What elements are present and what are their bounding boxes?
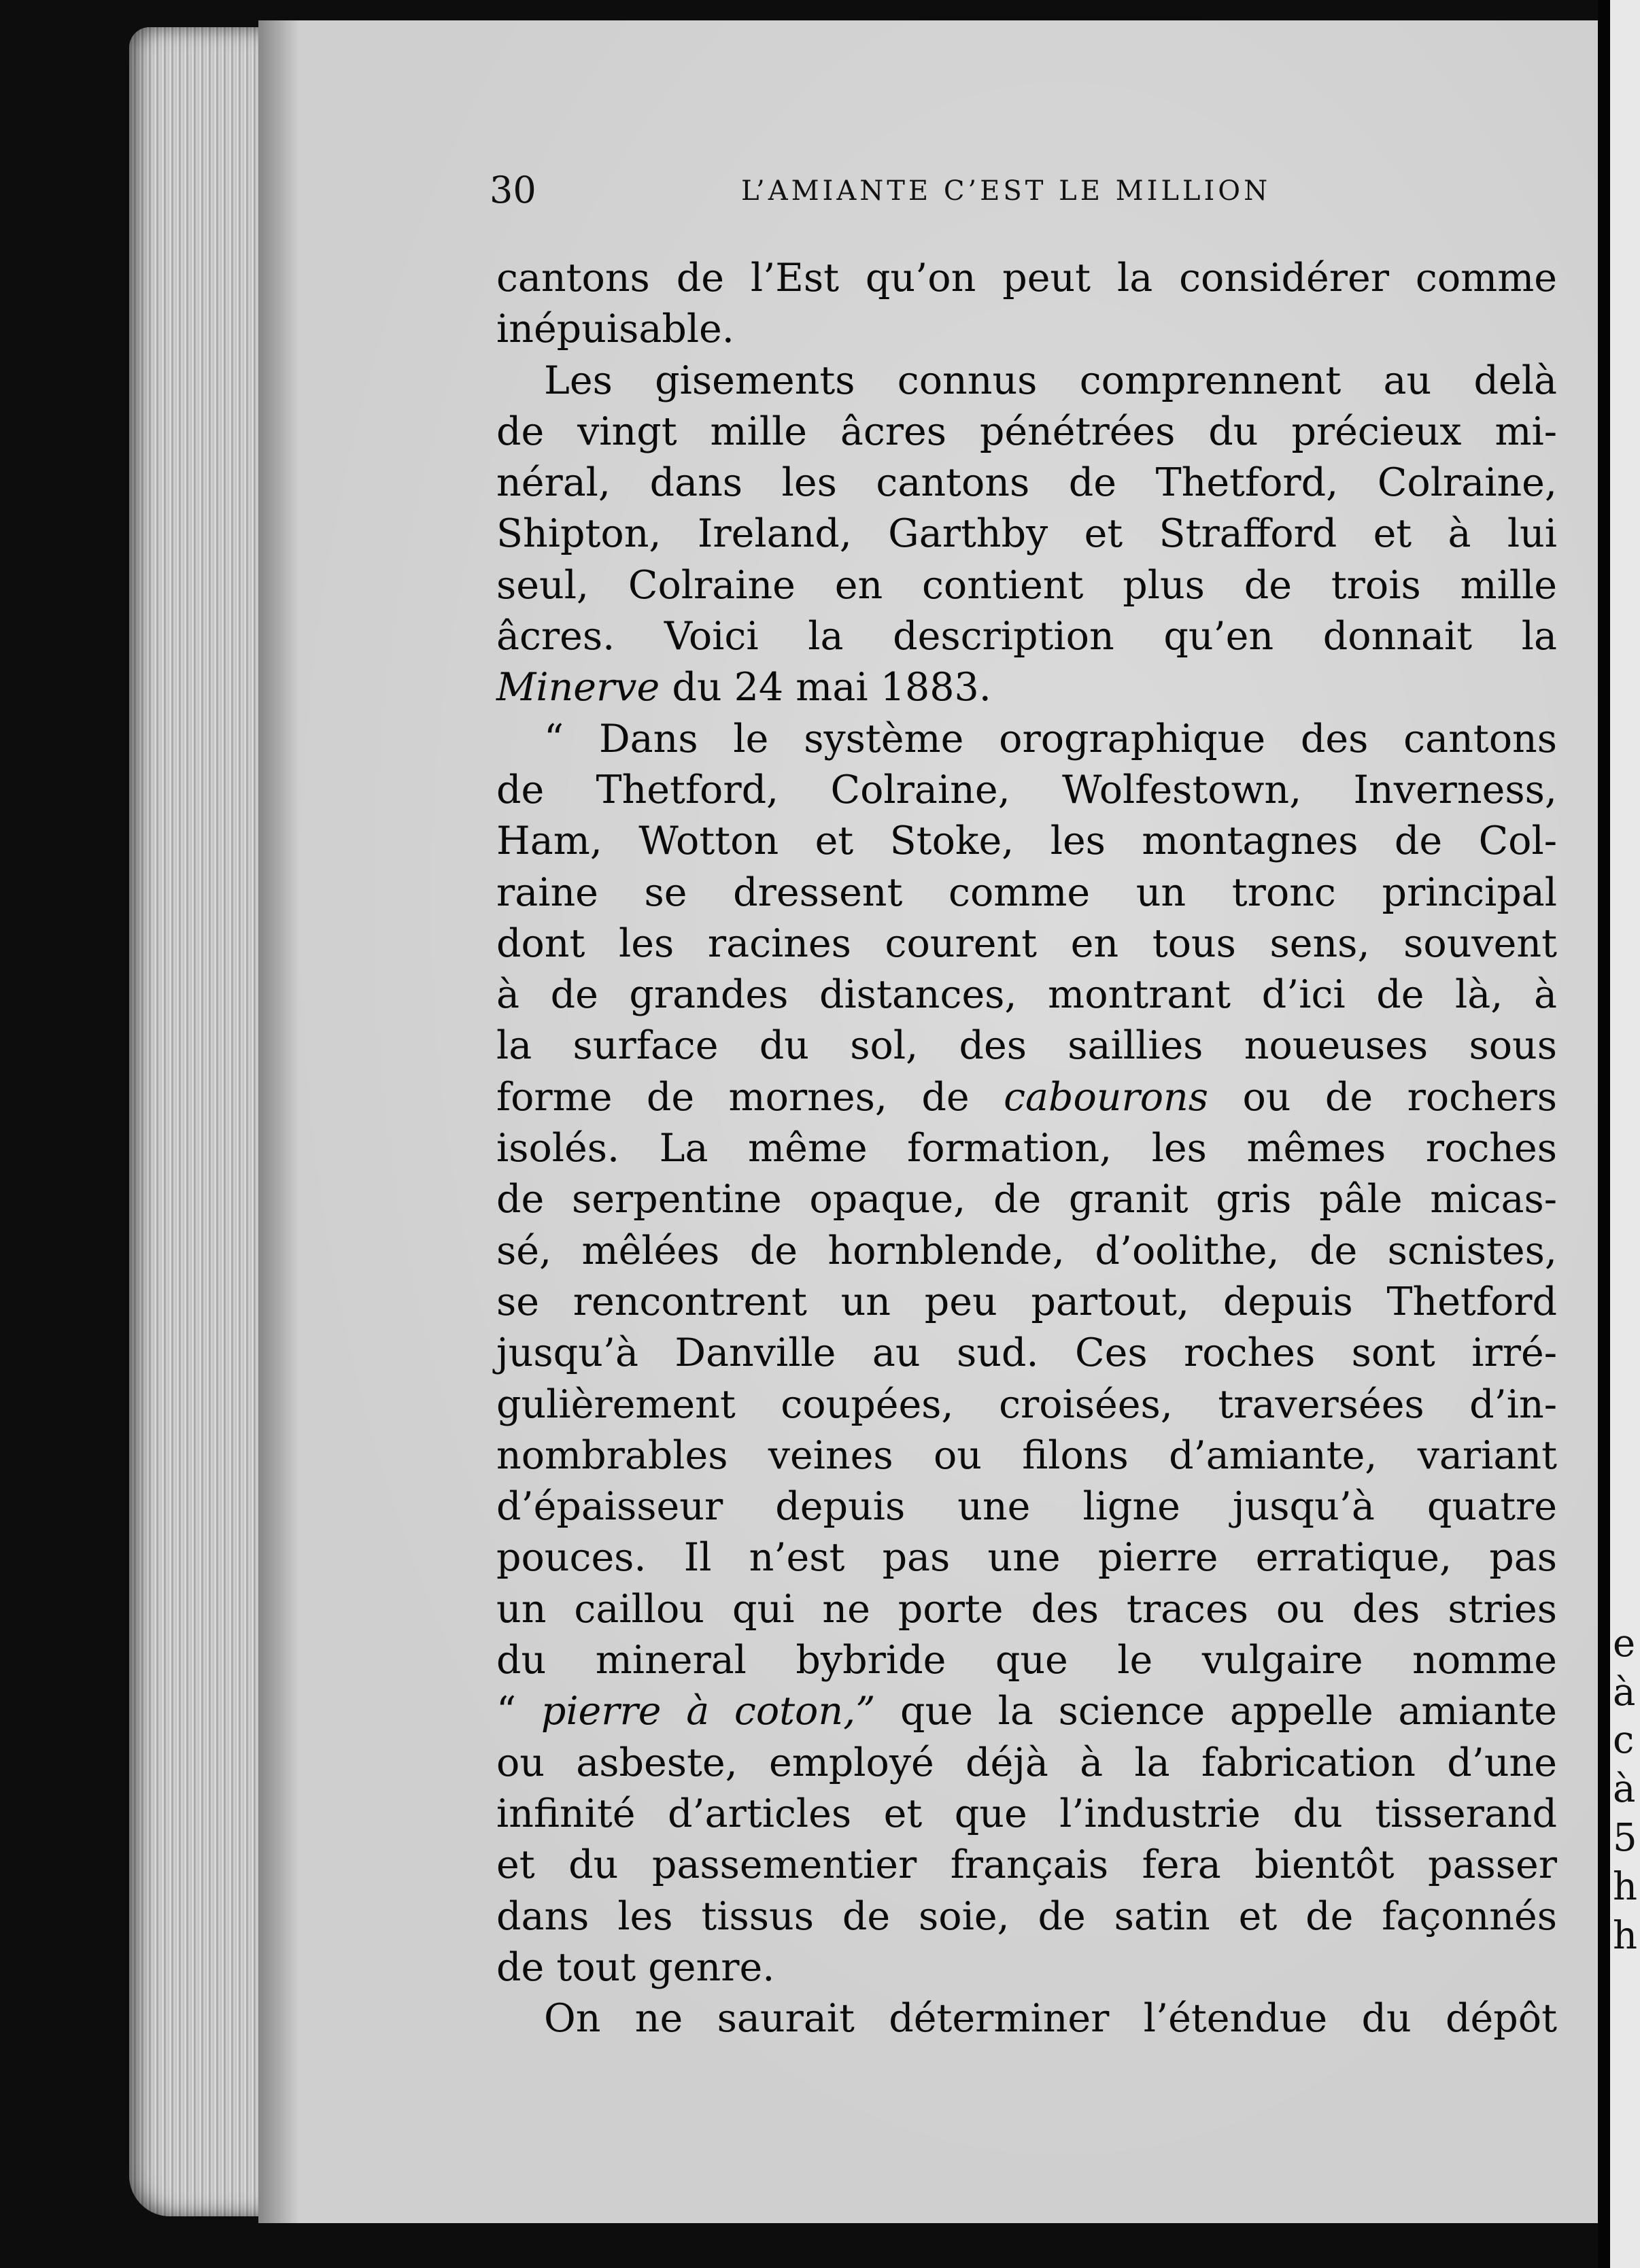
text-line: [496, 1686, 1557, 1737]
next-page-fragment: à: [1613, 1670, 1636, 1715]
text-line: On ne saurait déterminer l’étendue du dépôt: [544, 1996, 1557, 2042]
text-line: se rencontrent un peu partout, depuis Thetford: [496, 1279, 1557, 1324]
text-line: seul, Colraine en contient plus de trois mille: [496, 562, 1557, 608]
text-line: nombrables veines ou filons d’amiante, variant: [496, 1432, 1557, 1478]
text-line: pouces. Il n’est pas une pierre erratique, pas: [496, 1535, 1557, 1581]
text-fragment: que la science appelle amiante: [900, 1689, 1557, 1734]
text-line: [496, 1072, 1557, 1123]
page-number: 30: [490, 169, 536, 211]
italic-cabourons: cabourons: [1004, 1074, 1209, 1120]
next-page-sliver: [1610, 0, 1640, 2268]
text-line: infinité d’articles et que l’industrie du tisserand: [496, 1791, 1557, 1836]
text-line: ou asbeste, employé déjà à la fabrication d’une: [496, 1740, 1557, 1785]
text-fragment: forme de mornes, de: [496, 1074, 970, 1120]
text-line: gulièrement coupées, croisées, traversées d’in-: [496, 1381, 1557, 1427]
text-line: de vingt mille âcres pénétrées du précieux mi-: [496, 409, 1557, 454]
text-line: Shipton, Ireland, Garthby et Strafford et à lui: [496, 511, 1557, 557]
text-fragment: du 24 mai 1883.: [672, 665, 991, 710]
text-line: inépuisable.: [496, 307, 734, 352]
text-line: de tout genre.: [496, 1944, 775, 1990]
text-line: isolés. La même formation, les mêmes roches: [496, 1126, 1557, 1171]
text-line: dans les tissus de soie, de satin et de façonnés: [496, 1893, 1557, 1939]
text-line: dont les racines courent en tous sens, souvent: [496, 921, 1557, 966]
next-page-fragment: c: [1613, 1718, 1635, 1762]
body-text: [496, 253, 1557, 2044]
running-title: L’AMIANTE C’EST LE MILLION: [741, 175, 1271, 207]
text-line: un caillou qui ne porte des traces ou des stries: [496, 1586, 1557, 1632]
text-line: et du passementier français fera bientôt passer: [496, 1842, 1557, 1888]
next-page-fragment: h: [1613, 1914, 1638, 1958]
text-line: sé, mêlées de hornblende, d’oolithe, de scnistes,: [496, 1228, 1557, 1273]
text-fragment: “: [496, 1689, 517, 1734]
next-page-fragment: e: [1613, 1621, 1636, 1666]
italic-minerve: Minerve: [496, 665, 660, 710]
text-line: la surface du sol, des saillies noueuses sous: [496, 1023, 1557, 1069]
text-line: néral, dans les cantons de Thetford, Colraine,: [496, 460, 1557, 506]
text-line: raine se dressent comme un tronc principal: [496, 870, 1557, 915]
text-line: du mineral bybride que le vulgaire nomme: [496, 1638, 1557, 1683]
text-line: Ham, Wotton et Stoke, les montagnes de Col-: [496, 819, 1557, 864]
text-line: jusqu’à Danville au sud. Ces roches sont irré-: [496, 1330, 1557, 1376]
book-gutter: [1598, 0, 1610, 2268]
next-page-fragment: 5: [1613, 1816, 1637, 1860]
text-line: d’épaisseur depuis une ligne jusqu’à quatre: [496, 1484, 1557, 1530]
text-line: âcres. Voici la description qu’en donnait la: [496, 614, 1557, 659]
text-line: cantons de l’Est qu’on peut la considérer comme: [496, 256, 1557, 300]
text-line: [496, 662, 1557, 713]
next-page-fragment: à: [1613, 1767, 1636, 1811]
page-edges: [129, 27, 279, 2216]
text-line: à de grandes distances, montrant d’ici de là, à: [496, 972, 1557, 1018]
text-line: Les gisements connus comprennent au delà: [544, 358, 1557, 403]
running-head: [490, 169, 1577, 216]
next-page-fragment: h: [1613, 1865, 1638, 1909]
text-line: “ Dans le système orographique des cantons: [544, 716, 1557, 761]
text-fragment: ou de rochers: [1242, 1074, 1557, 1120]
text-line: de serpentine opaque, de granit gris pâle micas-: [496, 1177, 1557, 1222]
italic-pierre-a-coton: pierre à coton,”: [541, 1689, 876, 1734]
text-line: de Thetford, Colraine, Wolfestown, Inverness,: [496, 767, 1557, 812]
